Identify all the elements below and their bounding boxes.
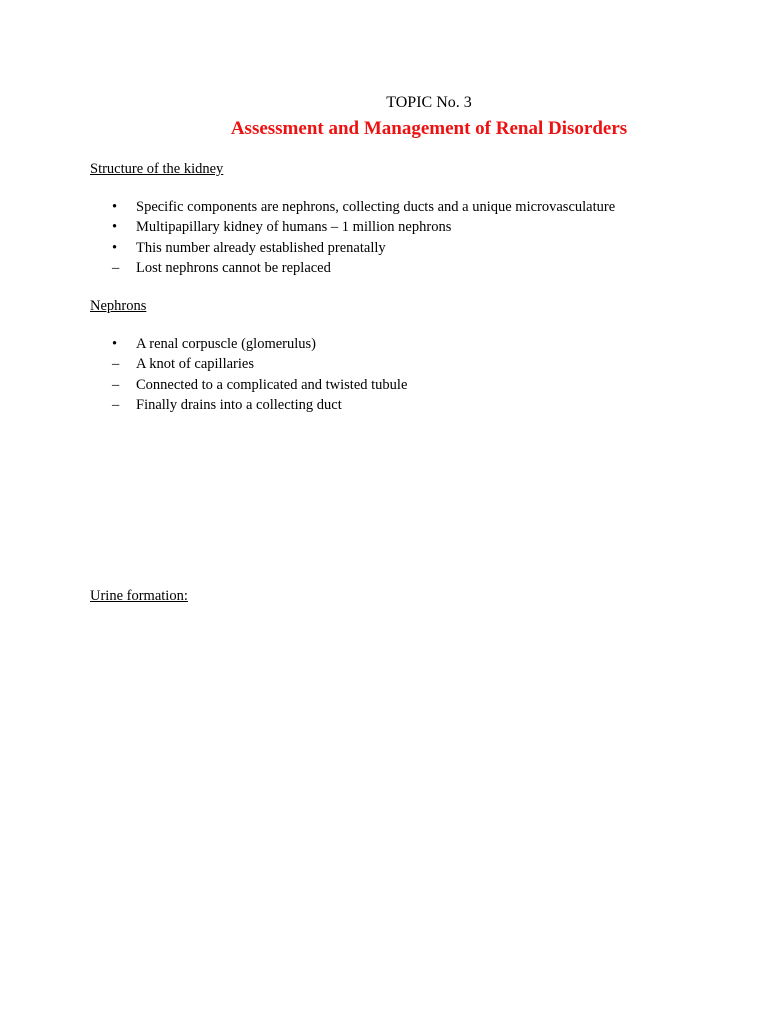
dash-icon: – — [112, 376, 120, 393]
dash-icon: – — [112, 396, 120, 413]
section-heading-urine-formation: Urine formation: — [90, 588, 188, 604]
topic-number: TOPIC No. 3 — [386, 94, 472, 111]
dash-icon: – — [112, 259, 120, 276]
document-page: TOPIC No. 3 Assessment and Management of Renal Disorders Structure of the kidney • Specific components are nephrons, collecting ducts and a unique microvasculature • Multipapillary kidney of humans – 1 million nephrons • This number already established prenatally – Lost nephrons cannot be replaced Nephrons • A renal corpuscle (glomerulus) – A knot of capillaries – Connected to a complicated and twisted tubule – Finally drains into a collecting duct Urine formation: — [0, 0, 768, 1024]
section-heading-structure: Structure of the kidney — [90, 161, 224, 177]
bullet-icon: • — [112, 219, 118, 236]
dash-icon: – — [112, 356, 120, 373]
bullet-icon: • — [112, 239, 118, 256]
bullet-icon: • — [112, 336, 118, 352]
section-heading-nephrons: Nephrons — [90, 298, 147, 314]
bullet-icon: • — [112, 199, 118, 215]
document-title: Assessment and Management of Renal Disorders — [230, 118, 628, 139]
